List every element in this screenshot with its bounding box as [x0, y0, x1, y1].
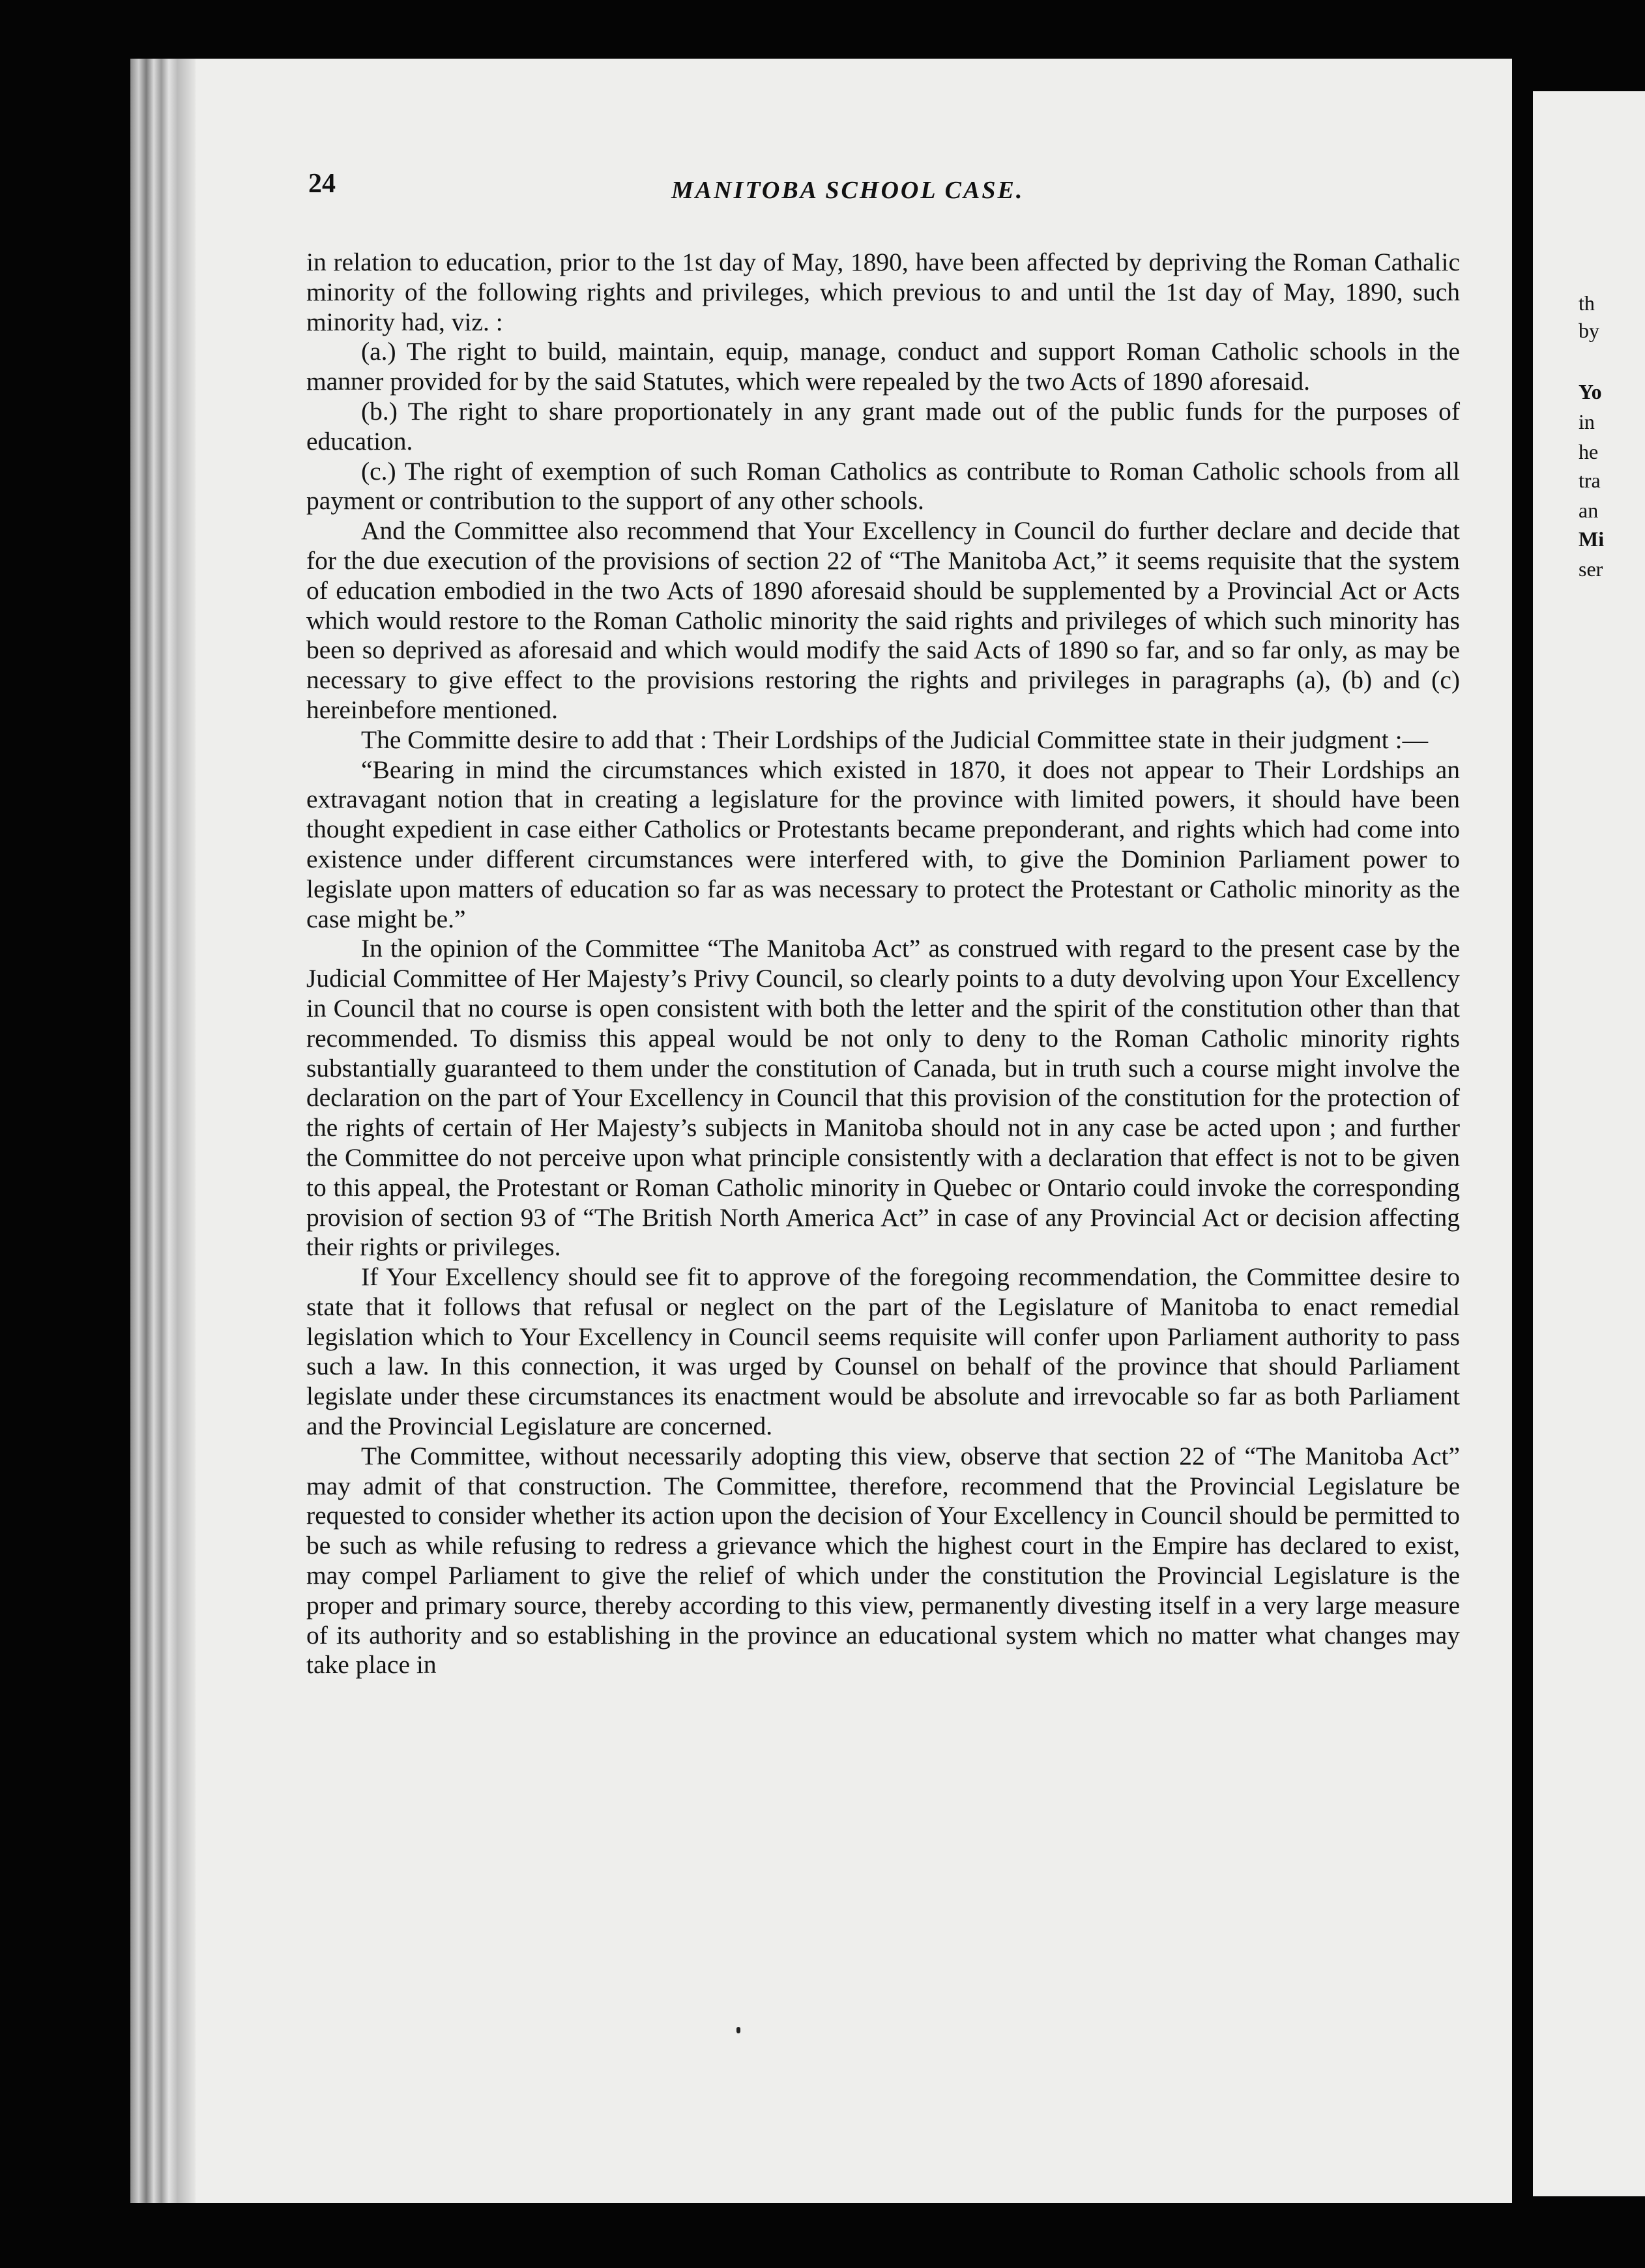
- adjacent-fragment: by: [1579, 319, 1599, 342]
- paragraph-judgment-quote: “Bearing in mind the circumstances which existed in 1870, it does not appear to Their Lordships an extravagant notion that in creating a legislature for the province with limited powers, it should have been thought expedient in case either Catholics or Protestants became preponderant, and rights which had come into existence under different circumstances were interfered with, to give the Dominion Parliament power to legislate upon matters of education so far as was necessary to protect the Protestant or Catholic minority as the case might be.”: [306, 755, 1460, 933]
- adjacent-fragment: he: [1579, 440, 1599, 463]
- paragraph-right-b: (b.) The right to share proportionately in any grant made out of the public funds for the purposes of education.: [306, 396, 1460, 456]
- paragraph-intro: in relation to education, prior to the 1st day of May, 1890, have been affected by depriving the Roman Cathalic minority of the following rights and privileges, which previous to and until the 1st day of May, 1890, such minority had, viz. :: [306, 248, 1460, 336]
- paragraph-lordships-intro: The Committe desire to add that : Their Lordships of the Judicial Committee state in their judgment :—: [361, 725, 1429, 754]
- spine-shadow: [177, 59, 196, 2203]
- book-page: [130, 59, 1512, 2203]
- adjacent-fragment: Yo: [1579, 380, 1602, 403]
- body-text: [306, 248, 1460, 1680]
- adjacent-fragment: in: [1579, 410, 1595, 433]
- paragraph-right-a: (a.) The right to build, maintain, equip, manage, conduct and support Roman Catholic schools in the manner provided for by the said Statutes, which were repealed by the two Acts of 1890 aforesaid.: [306, 337, 1460, 396]
- book-spine: [130, 59, 177, 2203]
- adjacent-page: [1533, 91, 1645, 2196]
- paragraph-committee-opinion: In the opinion of the Committee “The Manitoba Act” as construed with regard to the present case by the Judicial Committee of Her Majesty’s Privy Council, so clearly points to a duty devolving upon Your Excellency in Council that no course is open consistent with both the letter and the spirit of the constitution other than that recommended. To dismiss this appeal would be not only to deny to the Roman Catholic minority rights substantially guaranteed to them under the constitution of Canada, but in truth such a course might involve the declaration on the part of Your Excellency in Council that this provision of the constitution for the protection of the rights of certain of Her Majesty’s subjects in Manitoba should not in any case be acted upon ; and further the Committee do not perceive upon what principle consistently with a declaration that effect is not to be given to this appeal, the Protestant or Roman Catholic minority in Quebec or Ontario could invoke the corresponding provision of section 93 of “The British North America Act” in case of any Provincial Act or decision affecting their rights or privileges.: [306, 934, 1460, 1262]
- paragraph-approval: If Your Excellency should see fit to approve of the foregoing recommendation, the Committee desire to state that it follows that refusal or neglect on the part of the Legislature of Manitoba to enact remedial legislation which to Your Excellency in Council seems requisite will confer upon Parliament authority to pass such a law. In this connection, it was urged by Counsel on behalf of the province that should Parliament legislate under these circumstances its enactment would be absolute and irrevocable so far as both Parliament and the Provincial Legislature are concerned.: [306, 1262, 1460, 1441]
- adjacent-fragment: th: [1579, 291, 1595, 315]
- paragraph-right-c: (c.) The right of exemption of such Roman Catholics as contribute to Roman Catholic schools from all payment or contribution to the support of any other schools.: [306, 456, 1460, 516]
- print-speck: [736, 2027, 740, 2033]
- adjacent-fragment: ser: [1579, 557, 1603, 581]
- adjacent-fragment: an: [1579, 499, 1599, 522]
- running-head: MANITOBA SCHOOL CASE.: [671, 177, 1025, 204]
- paragraph-recommendation: And the Committee also recommend that Your Excellency in Council do further declare and decide that for the due execution of the provisions of section 22 of “The Manitoba Act,” it seems requisite that the system of education embodied in the two Acts of 1890 aforesaid should be supplemented by a Provincial Act or Acts which would restore to the Roman Catholic minority the said rights and privileges of which such minority has been so deprived as aforesaid and which would modify the said Acts of 1890 so far, and so far only, as may be necessary to give effect to the provisions restoring the rights and privileges in paragraphs (a), (b) and (c) hereinbefore mentioned.: [306, 516, 1460, 724]
- adjacent-fragment: Mi: [1579, 527, 1605, 551]
- adjacent-fragment: tra: [1579, 469, 1601, 492]
- page-number: 24: [308, 169, 336, 199]
- paragraph-committee-view: The Committee, without necessarily adopting this view, observe that section 22 of “The Manitoba Act” may admit of that construction. The Committee, therefore, recommend that the Provincial Legislature be requested to consider whether its action upon the decision of Your Excellency in Council should be permitted to be such as while refusing to redress a grievance which the highest court in the Empire has declared to exist, may compel Parliament to give the relief of which under the constitution the Provincial Legislature is the proper and primary source, thereby according to this view, permanently divesting itself in a very large measure of its authority and so establishing in the province an educational system which no matter what changes may take place in: [306, 1441, 1460, 1679]
